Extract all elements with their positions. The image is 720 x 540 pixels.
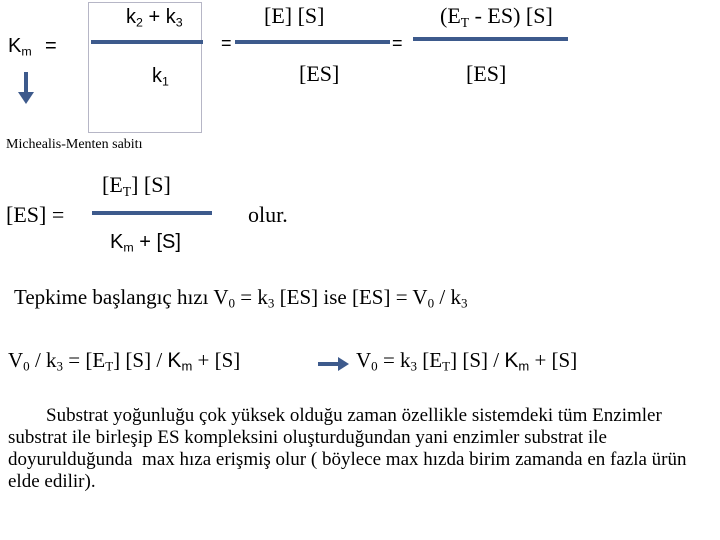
es-numerator: $[E_T]$ [S] [102, 172, 171, 199]
explanation-paragraph: Substrat yoğunluğu çok yüksek olduğu zaman özellikle sistemdeki tüm Enzimler substrat ile birleşip ES kompleksini oluşturduğundan yani enzimler substrat ile doyurulduğunda max hıza erişmiş olur ( böylece max hızda birim zamanda en fazla ürün elde edilir). [8, 405, 692, 492]
down-arrow-icon [18, 92, 34, 104]
equals-sign: = [45, 35, 57, 57]
rate-line: Tepkime başlangıç hızı $V_0 = k_3$ [ES] ise $[ES] = V_0 / k_3$ [14, 285, 468, 311]
derivation-right: $V_0 = k_3$ $[E_T]$ $[S] / K_m + [S]$ [356, 348, 578, 374]
fraction3-numerator: $(E_T - ES)$ [S] [440, 3, 553, 30]
fraction1-bar [91, 40, 203, 44]
equals-sign-2: = [221, 33, 232, 53]
es-fraction-bar [92, 211, 212, 215]
fraction2-denominator: [ES] [299, 61, 340, 86]
fraction3-denominator: [ES] [466, 61, 507, 86]
equals-sign-3: = [392, 33, 403, 53]
fraction1-numerator: $k_2 + k_3$ [126, 6, 183, 30]
fraction2-bar [235, 40, 390, 44]
es-lhs: [ES] = [6, 202, 65, 227]
fraction3-bar [413, 37, 568, 41]
es-denominator: $K_m + [S]$ [110, 231, 181, 255]
fraction2-numerator: [E] [S] [264, 3, 325, 28]
km-symbol: $K_m$ [8, 35, 32, 59]
es-suffix: olur. [248, 202, 288, 227]
constant-label: Michealis-Menten sabitı [6, 137, 143, 152]
derivation-left: $V_0 / k_3 = [E_T]$ $[S] / K_m + [S]$ [8, 348, 241, 374]
fraction1-denominator: $k_1$ [152, 65, 169, 89]
right-arrow-icon [338, 357, 349, 371]
